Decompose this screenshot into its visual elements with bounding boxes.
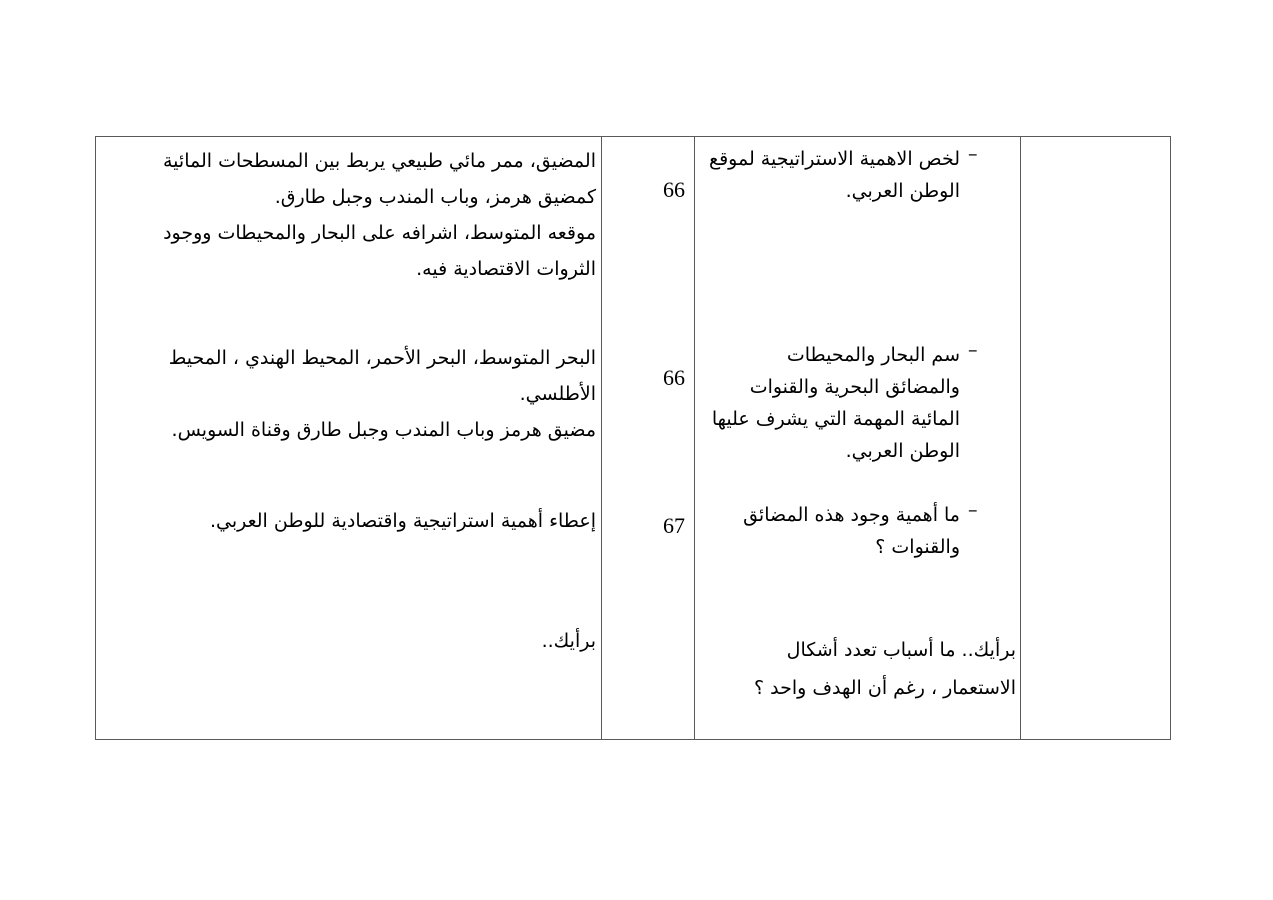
- bullet-dash: –: [968, 143, 978, 165]
- answer-cell-row3: [116, 503, 596, 539]
- column-divider-answer: [601, 137, 602, 739]
- bullet-dash: –: [968, 499, 978, 521]
- question-item-row3: [736, 499, 960, 563]
- question-text: سم البحار والمحيطات والمضائق البحرية والقنوات المائية المهمة التي يشرف عليها الوطن العربي.: [711, 344, 960, 462]
- answer-line: المضيق، ممر مائي طبيعي يربط بين المسطحات المائية كمضيق هرمز، وباب المندب وجبل طارق.: [162, 150, 596, 208]
- question-text: ما أهمية وجود هذه المضائق والقنوات ؟: [743, 504, 960, 558]
- answer-line: البحر المتوسط، البحر الأحمر، المحيط الهندي ، المحيط الأطلسي.: [168, 347, 596, 405]
- bullet-dash: –: [968, 339, 978, 361]
- column-divider-question: [1020, 137, 1021, 739]
- answer-table: [95, 136, 1171, 740]
- question-text: برأيك.. ما أسباب تعدد أشكال الاستعمار ، رغم أن الهدف واحد ؟: [754, 639, 1016, 699]
- column-divider-page: [694, 137, 695, 739]
- answer-line: برأيك..: [541, 630, 596, 652]
- page-number: 66: [663, 177, 685, 202]
- question-text: لخص الاهمية الاستراتيجية لموقع الوطن العربي.: [708, 148, 960, 202]
- question-item-row4: [708, 631, 1016, 707]
- page-number: 67: [663, 513, 685, 538]
- answer-line: مضيق هرمز وباب المندب وجبل طارق وقناة السويس.: [171, 419, 596, 441]
- answer-line: موقعه المتوسط، اشرافه على البحار والمحيطات ووجود الثروات الاقتصادية فيه.: [163, 222, 596, 280]
- answer-cell-row2: [116, 340, 596, 448]
- question-item-row1: [708, 143, 960, 207]
- question-item-row2: [708, 339, 960, 467]
- answer-line: إعطاء أهمية استراتيجية واقتصادية للوطن العربي.: [209, 510, 596, 532]
- answer-cell-row4: [116, 623, 596, 659]
- page-number: 66: [663, 365, 685, 390]
- answer-cell-row1: [116, 143, 596, 287]
